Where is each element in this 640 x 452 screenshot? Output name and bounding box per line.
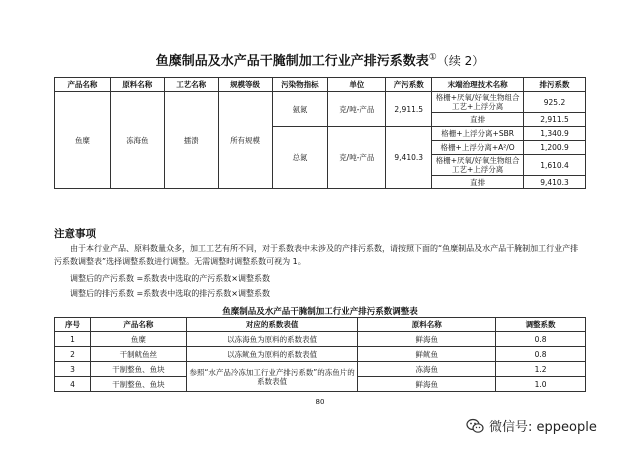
coef-cell: 2,911.5 xyxy=(386,92,432,127)
wechat-watermark xyxy=(466,416,597,435)
header-cell: 原料名称 xyxy=(358,318,496,332)
table-row xyxy=(55,347,586,362)
tech-cell: 格栅+上浮分离+SBR xyxy=(432,127,524,141)
ref-cell: 参照“水产品冷冻加工行业产排污系数”的冻鱼片的系数表值 xyxy=(186,362,358,392)
material-cell: 鲜海鱼 xyxy=(358,332,496,347)
header-cell: 单位 xyxy=(328,78,386,92)
notes-formula-1: 调整后的产污系数 =系数表中选取的产污系数×调整系数 xyxy=(70,274,270,283)
material-cell: 鲜海鱼 xyxy=(358,377,496,392)
header-cell: 排污系数 xyxy=(524,78,586,92)
product-cell: 干制整鱼、鱼块 xyxy=(90,362,186,377)
adjustment-coefficient-table xyxy=(54,317,586,392)
coef-cell: 0.8 xyxy=(496,347,586,362)
emission-coefficient-table xyxy=(54,77,586,189)
watermark-text: 微信号: eppeople xyxy=(489,420,597,435)
tech-cell: 格栅+厌氧/好氧生物组合工艺+上浮分离 xyxy=(432,92,524,113)
seq-cell: 4 xyxy=(55,377,91,392)
product-cell: 干制整鱼、鱼块 xyxy=(90,377,186,392)
material-cell: 鲜鱿鱼 xyxy=(358,347,496,362)
tech-cell: 直排 xyxy=(432,176,524,189)
material-cell: 冻海鱼 xyxy=(110,92,164,189)
value-cell: 9,410.3 xyxy=(524,176,586,189)
header-cell: 调整系数 xyxy=(496,318,586,332)
coef-cell: 1.0 xyxy=(496,377,586,392)
ref-cell: 以冻鱿鱼为原料的系数表值 xyxy=(186,347,358,362)
table-row xyxy=(55,332,586,347)
product-cell: 鱼糜 xyxy=(55,92,111,189)
table1-title xyxy=(0,50,640,69)
notes-paragraph: 由于本行业产品、原料数量众多，加工工艺有所不同，对于系数表中未涉及的产排污系数，请按照下面的“鱼糜制品及水产品干腌制加工行业产排污系数调整表”选择调整系数进行调整。无需调整时调整系数可视为 1。 xyxy=(54,244,579,266)
value-cell: 925.2 xyxy=(524,92,586,113)
seq-cell: 1 xyxy=(55,332,91,347)
table2-title: 鱼糜制品及水产品干腌制加工行业产排污系数调整表 xyxy=(222,307,418,317)
notes-formula-2: 调整后的排污系数 =系数表中选取的排污系数×调整系数 xyxy=(70,289,270,298)
table-row xyxy=(55,362,586,377)
table1-title-text: 鱼糜制品及水产品干腌制加工行业产排污系数表 xyxy=(155,54,429,69)
coef-cell: 0.8 xyxy=(496,332,586,347)
seq-cell: 2 xyxy=(55,347,91,362)
scale-cell: 所有规模 xyxy=(218,92,272,189)
value-cell: 2,911.5 xyxy=(524,113,586,127)
table1-title-suffix: （续 2） xyxy=(436,54,485,68)
table1-header-row xyxy=(55,78,586,92)
unit-cell: 克/吨-产品 xyxy=(328,92,386,127)
page-number: 80 xyxy=(315,398,325,406)
tech-cell: 格栅+厌氧/好氧生物组合工艺+上浮分离 xyxy=(432,155,524,176)
value-cell: 1,610.4 xyxy=(524,155,586,176)
header-cell: 序号 xyxy=(55,318,91,332)
header-cell: 对应的系数表值 xyxy=(186,318,358,332)
pollutant-cell: 总氮 xyxy=(272,127,328,189)
ref-cell: 以冻海鱼为原料的系数表值 xyxy=(186,332,358,347)
material-cell: 冻海鱼 xyxy=(358,362,496,377)
unit-cell: 克/吨-产品 xyxy=(328,127,386,189)
value-cell: 1,340.9 xyxy=(524,127,586,141)
tech-cell: 直排 xyxy=(432,113,524,127)
process-cell: 擂溃 xyxy=(164,92,218,189)
tech-cell: 格栅+上浮分离+A²/O xyxy=(432,141,524,155)
header-cell: 产品名称 xyxy=(55,78,111,92)
pollutant-cell: 氨氮 xyxy=(272,92,328,127)
header-cell: 产污系数 xyxy=(386,78,432,92)
header-cell: 污染物指标 xyxy=(272,78,328,92)
header-cell: 末端治理技术名称 xyxy=(432,78,524,92)
product-cell: 鱼糜 xyxy=(90,332,186,347)
header-cell: 工艺名称 xyxy=(164,78,218,92)
seq-cell: 3 xyxy=(55,362,91,377)
table-row xyxy=(55,92,586,113)
coef-cell: 1.2 xyxy=(496,362,586,377)
notes-heading: 注意事项 xyxy=(54,228,96,240)
header-cell: 原料名称 xyxy=(110,78,164,92)
product-cell: 干制鱿鱼丝 xyxy=(90,347,186,362)
coef-cell: 9,410.3 xyxy=(386,127,432,189)
table1-title-marker: ① xyxy=(428,52,437,63)
value-cell: 1,200.9 xyxy=(524,141,586,155)
table2-header-row xyxy=(55,318,586,332)
header-cell: 规模等级 xyxy=(218,78,272,92)
wechat-icon xyxy=(466,418,484,434)
header-cell: 产品名称 xyxy=(90,318,186,332)
